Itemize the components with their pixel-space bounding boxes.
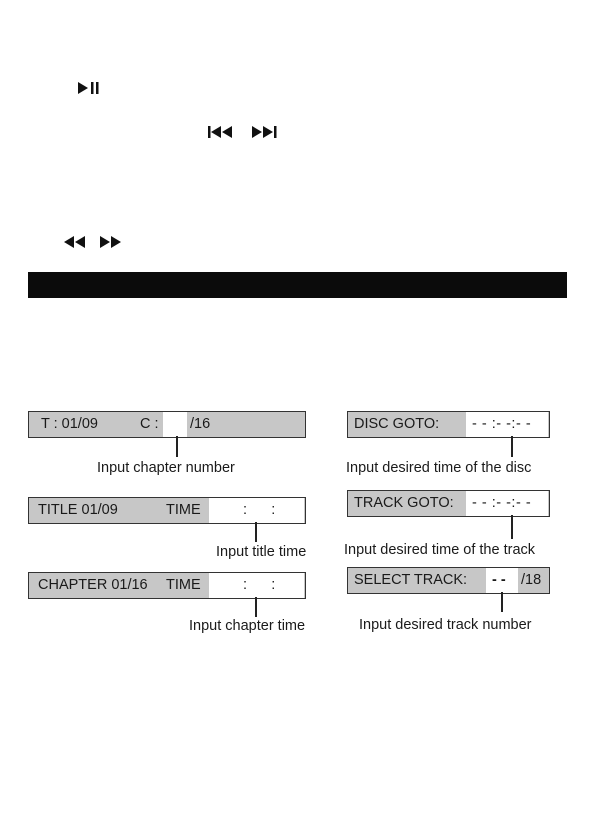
chapter-search-display	[28, 411, 306, 438]
skip-previous-icon	[208, 126, 234, 138]
track-time-input[interactable]: - - :- -:- -	[466, 491, 548, 516]
track-number-pointer	[501, 592, 503, 612]
disc-goto-display	[347, 411, 550, 438]
chapter-time-display	[28, 572, 306, 599]
chapter-total: /16	[190, 416, 211, 432]
title-counter: TITLE 01/09	[38, 502, 118, 518]
title-time-display	[28, 497, 306, 524]
chapter-time-caption: Input chapter time	[189, 618, 306, 634]
select-track-display	[347, 567, 550, 594]
disc-time-input[interactable]: - - :- -:- -	[466, 412, 548, 437]
track-goto-display	[347, 490, 550, 517]
title-time-caption: Input title time	[216, 544, 307, 560]
rewind-icon	[64, 236, 86, 248]
chapter-number-caption: Input chapter number	[97, 460, 235, 476]
chapter-label: C :	[140, 416, 159, 432]
chapter-time-pointer	[255, 597, 257, 617]
track-time-pointer	[511, 515, 513, 539]
track-number-caption: Input desired track number	[359, 617, 532, 633]
fast-forward-icon	[100, 236, 122, 248]
skip-next-icon	[252, 126, 278, 138]
track-time-caption: Input desired time of the track	[344, 542, 536, 558]
disc-time-caption: Input desired time of the disc	[346, 460, 532, 476]
play-pause-icon	[78, 82, 100, 94]
track-number-input[interactable]: - -	[486, 568, 518, 593]
track-total: /18	[521, 572, 542, 588]
title-time-input[interactable]: : :	[209, 498, 304, 523]
track-goto-label: TRACK GOTO:	[354, 495, 454, 511]
title-counter: T : 01/09	[41, 416, 98, 432]
section-heading-bar	[28, 272, 567, 298]
disc-goto-label: DISC GOTO:	[354, 416, 440, 432]
chapter-number-pointer	[176, 436, 178, 457]
title-time-pointer	[255, 522, 257, 542]
time-label: TIME	[166, 577, 201, 593]
select-track-label: SELECT TRACK:	[354, 572, 468, 588]
chapter-input-slot[interactable]	[163, 412, 187, 437]
chapter-counter: CHAPTER 01/16	[38, 577, 148, 593]
disc-time-pointer	[511, 436, 513, 457]
chapter-time-input[interactable]: : :	[209, 573, 304, 598]
time-label: TIME	[166, 502, 201, 518]
